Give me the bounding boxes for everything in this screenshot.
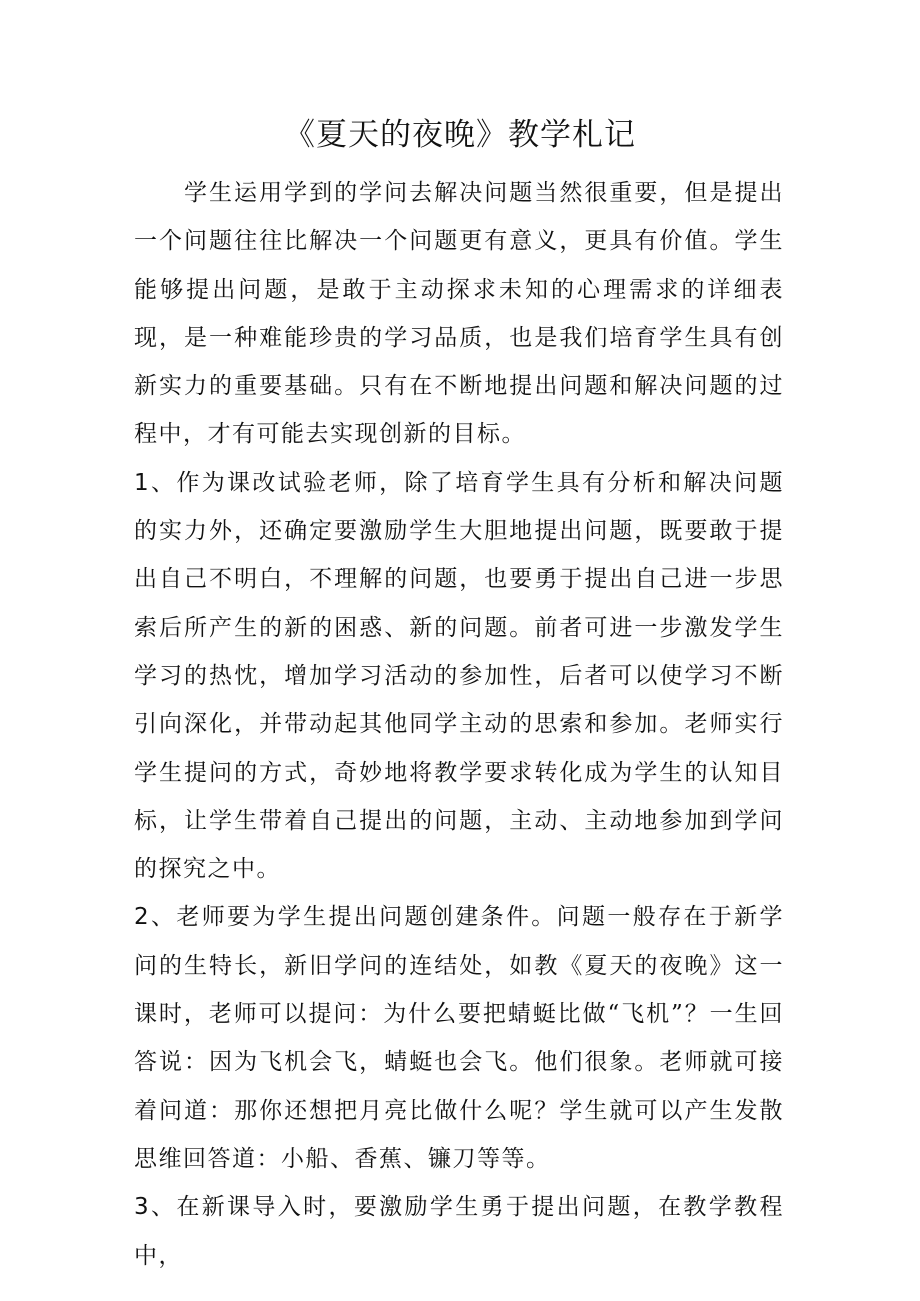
intro-paragraph: 学生运用学到的学问去解决问题当然很重要，但是提出一个问题往往比解决一个问题更有意义，更具有价值。学生能够提出问题，是敢于主动探求未知的心理需求的详细表现，是一种难能珍贵的学习品质，也是我们培育学生具有创新实力的重要基础。只有在不断地提出问题和解决问题的过程中，才有可能去实现创新的目标。 [134, 180, 784, 448]
document-title: 《夏天的夜晚》教学札记 [284, 117, 636, 153]
item-number: 1 [134, 469, 151, 496]
document-body [134, 169, 784, 1280]
list-item-2 [134, 893, 784, 1183]
item-text: 、作为课改试验老师，除了培育学生具有分析和解决问题的实力外，还确定要激励学生大胆地提出问题，既要敢于提出自己不明白，不理解的问题，也要勇于提出自己进一步思索后所产生的新的困惑、新的问题。前者可进一步激发学生学习的热忱，增加学习活动的参加性，后者可以使学习不断引向深化，并带动起其他同学主动的思索和参加。老师实行学生提问的方式，奇妙地将教学要求转化成为学生的认知目标，让学生带着自己提出的问题，主动、主动地参加到学问的探究之中。 [134, 469, 784, 883]
item-number: 2 [134, 904, 151, 931]
item-text: 、老师要为学生提出问题创建条件。问题一般存在于新学问的生特长，新旧学问的连结处，如教《夏天的夜晚》这一课时，老师可以提问：为什么要把蜻蜓比做“飞机”？一生回答说：因为飞机会飞，蜻蜓也会飞。他们很象。老师就可接着问道：那你还想把月亮比做什么呢？学生就可以产生发散思维回答道：小船、香蕉、镰刀等等。 [134, 904, 784, 1172]
list-item-3 [134, 1183, 784, 1280]
item-number: 3 [134, 1194, 151, 1221]
list-item-1 [134, 459, 784, 894]
item-text: 、在新课导入时，要激励学生勇于提出问题，在教学教程中， [134, 1194, 784, 1269]
